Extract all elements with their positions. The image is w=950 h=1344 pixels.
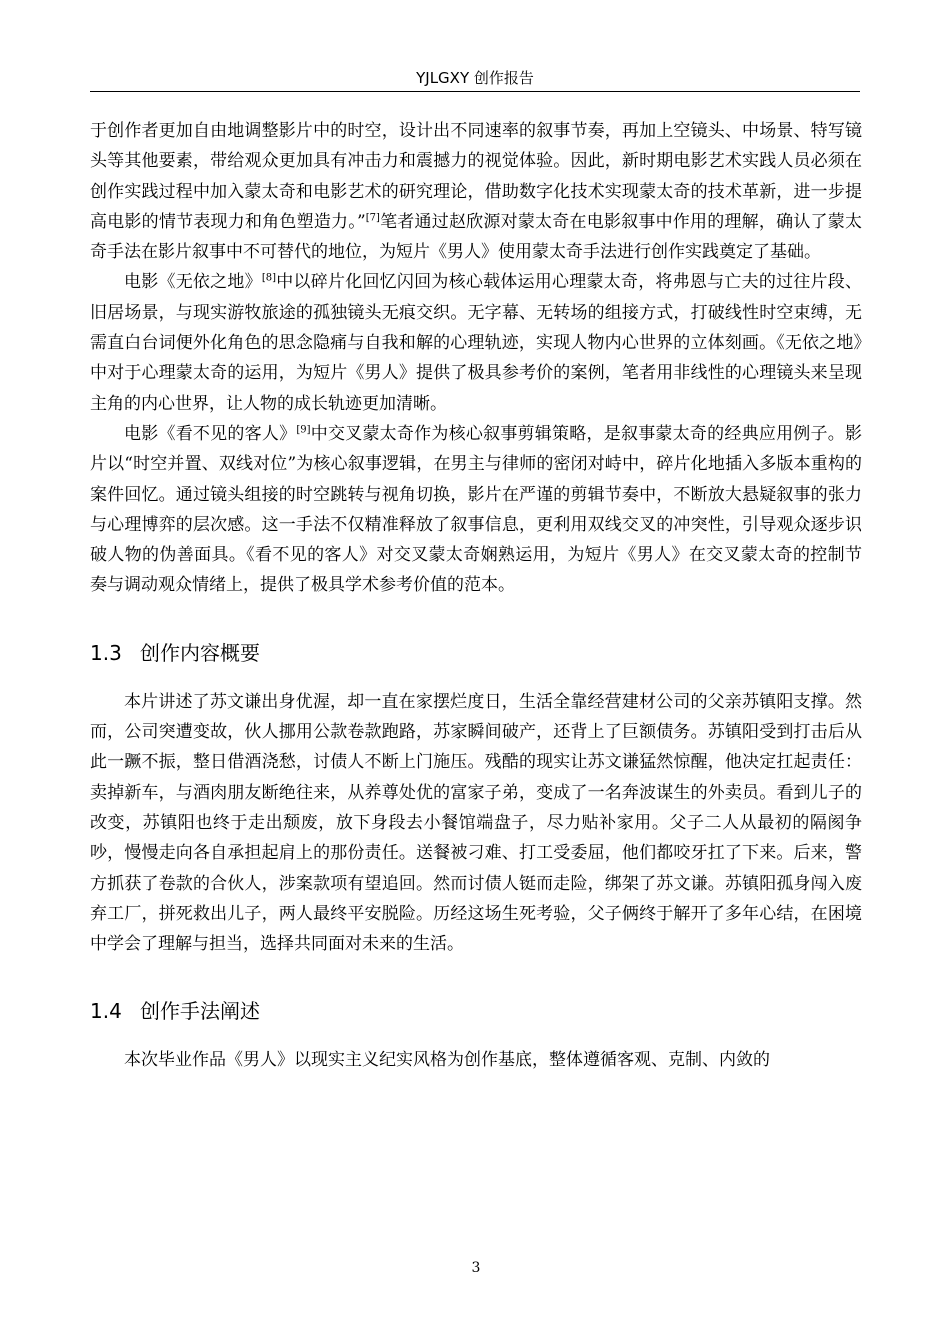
section-number: 1.3: [90, 640, 122, 665]
paragraph-method-intro: 本次毕业作品《男人》以现实主义纪实风格为创作基底，整体遵循客观、克制、内敛的: [124, 1050, 770, 1071]
paragraph-text: 电影《看不见的客人》: [124, 423, 297, 444]
body-text: [90, 116, 862, 1076]
section-title: 创作手法阐述: [140, 999, 260, 1024]
section-title: 创作内容概要: [140, 640, 260, 665]
citation-ref: [8]: [261, 272, 277, 284]
paragraph-text: 中以碎片化回忆闪回为核心载体运用心理蒙太奇，将弗恩与亡夫的过往片段、旧居场景，与现实游牧旅途的孤独镜头无痕交织。无字幕、无转场的组接方式，打破线性时空束缚，无需直白台词便外化角色的思念隐痛与自我和解的心理轨迹，实现人物内心世界的立体刻画。《无依之地》中对于心理蒙太奇的运用，为短片《男人》提供了极具参考价的案例，笔者用非线性的心理镜头来呈现主角的内心世界，让人物的成长轨迹更加清晰。: [90, 272, 863, 414]
citation-ref: [7]: [365, 212, 380, 224]
citation-ref: [9]: [296, 424, 311, 436]
paragraph-text: 中交叉蒙太奇作为核心叙事剪辑策略，是叙事蒙太奇的经典应用例子。影片以“时空并置、双线对位”为核心叙事逻辑，在男主与律师的密闭对峙中，碎片化地插入多版本重构的案件回忆。通过镜头组接的时空跳转与视角切换，影片在严谨的剪辑节奏中，不断放大悬疑叙事的张力与心理博弈的层次感。这一手法不仅精准释放了叙事信息，更利用双线交叉的冲突性，引导观众逐步识破人物的伪善面具。《看不见的客人》对交叉蒙太奇娴熟运用，为短片《男人》在交叉蒙太奇的控制节奏与调动观众情绪上，提供了极具学术参考价值的范本。: [90, 423, 863, 596]
paragraph-content-summary: 本片讲述了苏文谦出身优渥，却一直在家摆烂度日，生活全靠经营建材公司的父亲苏镇阳支撑。然而，公司突遭变故，伙人挪用公款卷款跑路，苏家瞬间破产，还背上了巨额债务。苏镇阳受到打击后从此一蹶不振，整日借酒浇愁，讨债人不断上门施压。残酷的现实让苏文谦猛然惊醒，他决定扛起责任：卖掉新车，与酒肉朋友断绝往来，从养尊处优的富家子弟，变成了一名奔波谋生的外卖员。看到儿子的改变，苏镇阳也终于走出颓废，放下身段去小餐馆端盘子，尽力贴补家用。父子二人从最初的隔阂争吵，慢慢走向各自承担起肩上的那份责任。送餐被刁难、打工受委屈，他们都咬牙扛了下来。后来，警方抓获了卷款的合伙人，涉案款项有望追回。然而讨债人铤而走险，绑架了苏文谦。苏镇阳孤身闯入废弃工厂，拼死救出儿子，两人最终平安脱险。历经这场生死考验，父子俩终于解开了多年心结，在困境中学会了理解与担当，选择共同面对未来的生活。: [90, 691, 862, 955]
section-heading-1-4: [90, 997, 862, 1025]
page-number: 3: [471, 1260, 481, 1276]
page-header: YJLGXY 创作报告: [416, 69, 534, 87]
paragraph-nomadland: [90, 267, 862, 418]
section-number: 1.4: [90, 999, 122, 1024]
header-divider: [90, 91, 860, 92]
paragraph-montage-theory: [90, 116, 862, 267]
paragraph-text: 电影《无依之地》: [124, 272, 262, 293]
paragraph-text: 笔者通过赵欣源对蒙太奇在电影叙事中作用的理解，确认了蒙太奇手法在影片叙事中不可替代的地位，为短片《男人》使用蒙太奇手法进行创作实践奠定了基础。: [90, 211, 862, 263]
section-heading-1-3: [90, 639, 862, 667]
paragraph-text: 于创作者更加自由地调整影片中的时空，设计出不同速率的叙事节奏，再加上空镜头、中场景、特写镜头等其他要素，带给观众更加具有冲击力和震撼力的视觉体验。因此，新时期电影艺术实践人员必须在创作实践过程中加入蒙太奇和电影艺术的研究理论，借助数字化技术实现蒙太奇的技术革新，进一步提高电影的情节表现力和角色塑造力。”: [90, 121, 862, 232]
paragraph-invisible-guest: [90, 419, 862, 601]
